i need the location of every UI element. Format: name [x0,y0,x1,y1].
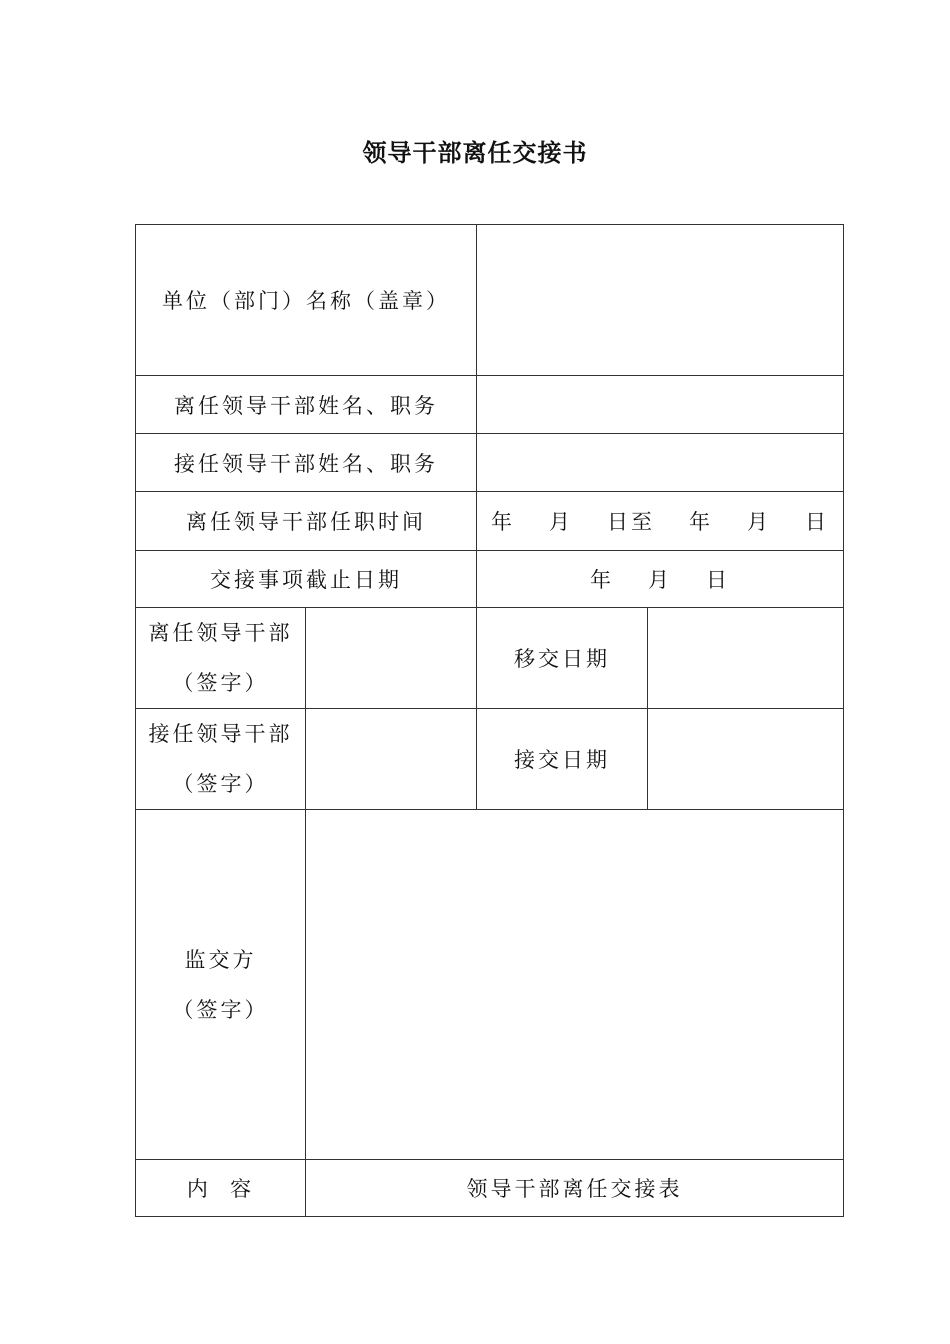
tenure-day-end: 日 [805,510,829,534]
outgoing-sign-label-line2: （签字） [172,671,269,695]
incoming-sign-row [136,709,844,810]
tenure-month-start: 月 [549,510,573,534]
tenure-year-start: 年 [491,510,515,534]
incoming-sign-label [136,709,306,810]
cutoff-label: 交接事项截止日期 [136,551,477,608]
tenure-month-end: 月 [747,510,771,534]
incoming-name-label: 接任领导干部姓名、职务 [136,434,477,492]
handover-form-table [135,224,844,1217]
unit-value-field[interactable] [477,225,844,376]
tenure-row [136,492,844,551]
supervisor-label [136,810,306,1160]
receive-date-label: 接交日期 [477,709,648,810]
content-label: 内 容 [136,1160,306,1217]
outgoing-name-row [136,376,844,434]
tenure-year-end: 年 [689,510,713,534]
outgoing-sign-row [136,608,844,709]
handover-date-field[interactable] [648,608,844,709]
outgoing-name-field[interactable] [477,376,844,434]
unit-row [136,225,844,376]
outgoing-sign-label-line1: 离任领导干部 [148,621,293,645]
incoming-sign-label-line2: （签字） [172,772,269,796]
incoming-name-row [136,434,844,492]
cutoff-year: 年 [590,568,614,592]
cutoff-row [136,551,844,608]
incoming-sign-label-line1: 接任领导干部 [148,722,293,746]
content-value: 领导干部离任交接表 [306,1160,844,1217]
incoming-name-field[interactable] [477,434,844,492]
outgoing-sign-field[interactable] [306,608,477,709]
outgoing-sign-label [136,608,306,709]
document-title: 领导干部离任交接书 [362,138,588,167]
receive-date-field[interactable] [648,709,844,810]
incoming-sign-field[interactable] [306,709,477,810]
outgoing-name-label: 离任领导干部姓名、职务 [136,376,477,434]
supervisor-sign-field[interactable] [306,810,844,1160]
cutoff-value-field[interactable] [477,551,844,608]
tenure-value-field[interactable] [477,492,844,551]
supervisor-label-line2: （签字） [172,997,269,1022]
supervisor-label-line1: 监交方 [184,947,257,972]
handover-date-label: 移交日期 [477,608,648,709]
tenure-label: 离任领导干部任职时间 [136,492,477,551]
cutoff-day: 日 [706,568,730,592]
supervisor-row [136,810,844,1160]
unit-label: 单位（部门）名称（盖章） [136,225,477,376]
content-row [136,1160,844,1217]
tenure-day-start: 日至 [607,510,655,534]
cutoff-month: 月 [648,568,672,592]
